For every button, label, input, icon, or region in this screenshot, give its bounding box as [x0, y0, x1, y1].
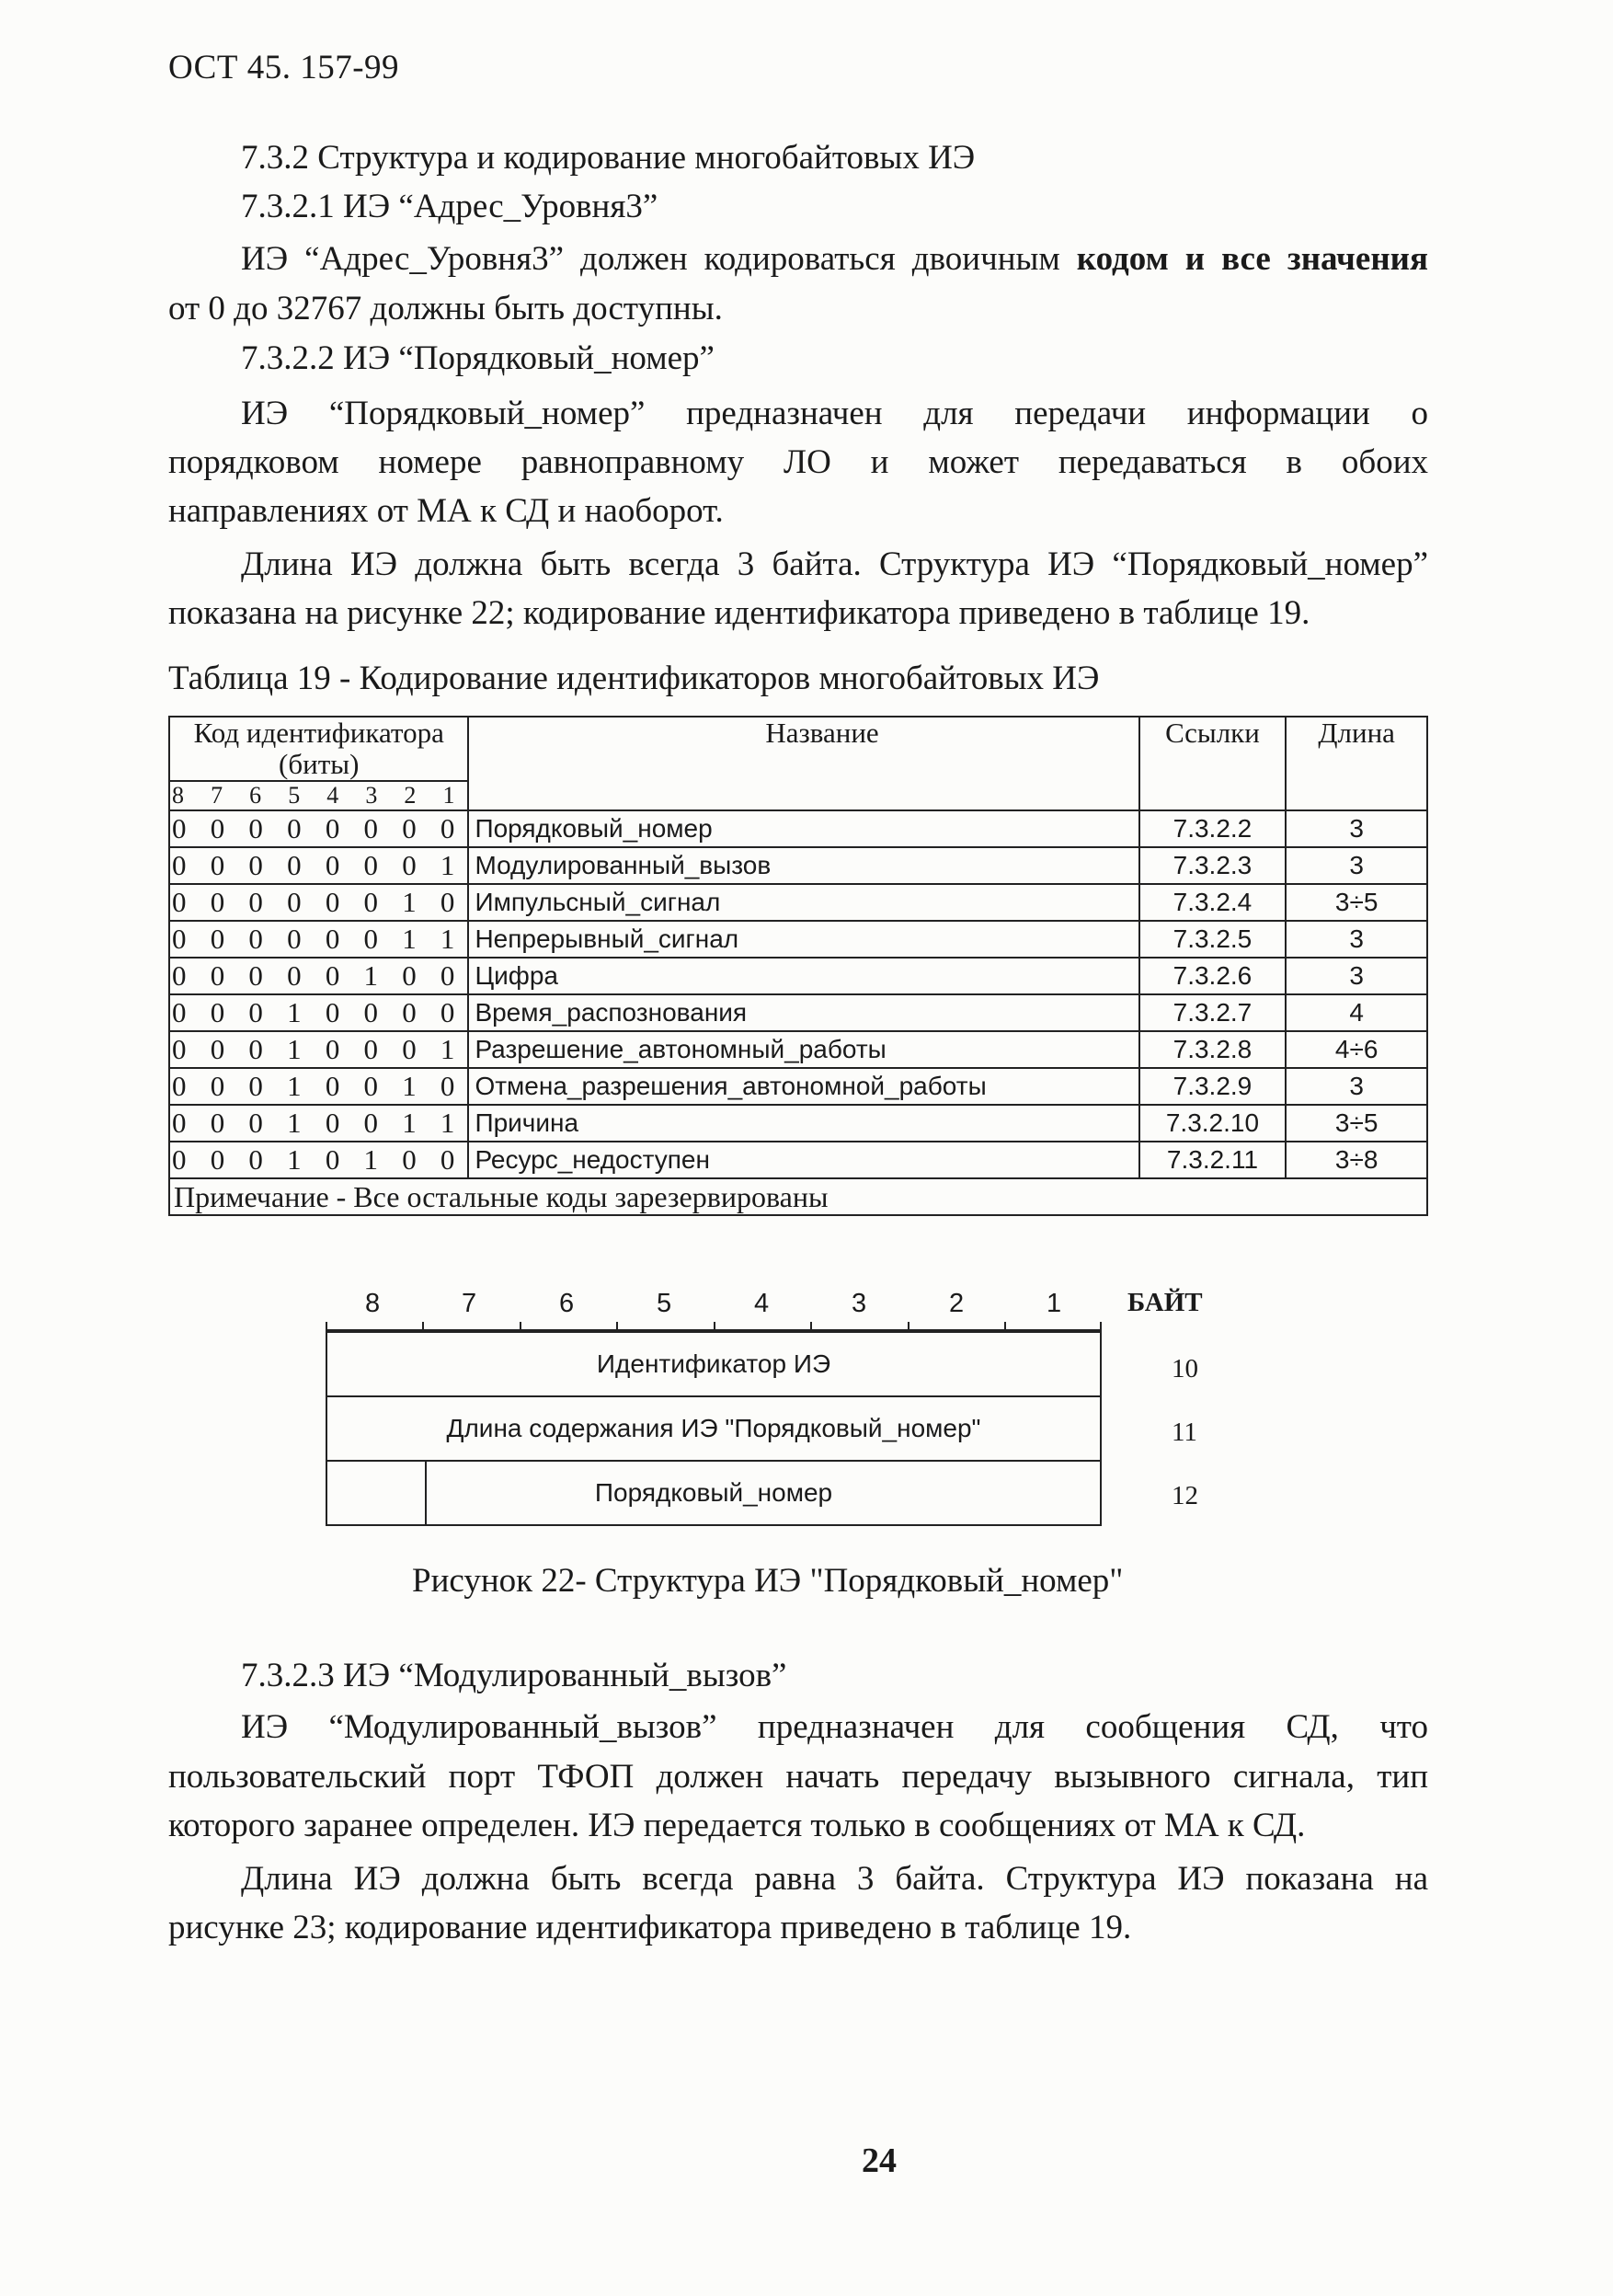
figure-row-length: [326, 1397, 1102, 1462]
code-bits-cell: [169, 1142, 468, 1178]
ref-cell: 7.3.2.11: [1139, 1142, 1287, 1178]
table-row: [169, 921, 1427, 958]
code-bit: 1: [363, 959, 379, 992]
figure-row-divider: [425, 1462, 427, 1524]
figure-bit-label: 1: [1047, 1289, 1062, 1318]
bit-number: 2: [404, 782, 417, 809]
section-7-3-2-2-title: 7.3.2.2 ИЭ “Порядковый_номер”: [241, 339, 715, 377]
code-bit: 0: [325, 1070, 340, 1102]
code-bit: 0: [210, 849, 225, 881]
len-cell: 3: [1286, 847, 1427, 884]
code-bit: 1: [402, 886, 417, 918]
code-bit: 0: [248, 812, 263, 844]
document-code-header: ОСТ 45. 157-99: [168, 49, 400, 86]
code-bit: 0: [248, 959, 263, 992]
len-cell: 3÷8: [1286, 1142, 1427, 1178]
code-bit: 1: [287, 996, 302, 1028]
code-bit: 0: [210, 1070, 225, 1102]
figure-byte-number: 10: [1172, 1354, 1198, 1383]
table-row: [169, 1142, 1427, 1178]
paragraph-line: Длина ИЭ должна быть всегда 3 байта. Структура ИЭ “Порядковый_номер”: [241, 545, 1428, 583]
code-bit: 0: [248, 849, 263, 881]
table-row: [169, 847, 1427, 884]
ref-cell: 7.3.2.3: [1139, 847, 1287, 884]
code-bit: 0: [440, 1070, 455, 1102]
len-cell: 3÷5: [1286, 1105, 1427, 1142]
code-bit: 0: [440, 812, 455, 844]
code-bit: 1: [402, 1070, 417, 1102]
code-bits-cell: [169, 884, 468, 921]
code-bit: 1: [287, 1143, 302, 1176]
figure-byte-number: 11: [1172, 1418, 1197, 1447]
col-header-code: [169, 717, 468, 781]
code-bit: 0: [287, 959, 302, 992]
ref-cell: 7.3.2.5: [1139, 921, 1287, 958]
code-bit: 0: [210, 1143, 225, 1176]
code-bits-cell: [169, 1031, 468, 1068]
paragraph-line: направлениях от МА к СД и наоборот.: [168, 492, 724, 530]
figure-byte-header: БАЙТ: [1127, 1288, 1203, 1317]
code-bit: 0: [172, 849, 187, 881]
section-7-3-2-3-title: 7.3.2.3 ИЭ “Модулированный_вызов”: [241, 1657, 787, 1694]
figure-bit-label: 6: [559, 1289, 575, 1318]
len-cell: 3: [1286, 810, 1427, 847]
code-bit: 0: [210, 923, 225, 955]
col-header-code-title: Код идентификатора: [193, 717, 444, 749]
ref-cell: 7.3.2.6: [1139, 958, 1287, 994]
col-header-ref: Ссылки: [1139, 717, 1287, 810]
code-bit: 0: [325, 1107, 340, 1139]
code-bit: 1: [363, 1143, 379, 1176]
code-bit: 0: [287, 812, 302, 844]
bit-number: 5: [288, 782, 301, 809]
figure-bit-scale: [326, 1289, 1102, 1331]
code-bits-cell: [169, 994, 468, 1031]
figure-bit-label: 3: [852, 1289, 867, 1318]
code-bit: 1: [440, 1033, 455, 1065]
code-bits-cell: [169, 810, 468, 847]
code-bit: 0: [363, 1070, 379, 1102]
code-bit: 0: [325, 1033, 340, 1065]
code-bits-cell: [169, 1068, 468, 1105]
code-bit: 0: [248, 996, 263, 1028]
figure-22-caption: Рисунок 22- Структура ИЭ "Порядковый_номер": [412, 1562, 1124, 1600]
paragraph-line: Длина ИЭ должна быть всегда равна 3 байта. Структура ИЭ показана на: [241, 1860, 1428, 1898]
code-bits-cell: [169, 958, 468, 994]
code-bit: 0: [402, 812, 417, 844]
name-cell: Порядковый_номер: [468, 810, 1138, 847]
code-bit: 0: [248, 886, 263, 918]
col-header-code-subtitle: (биты): [279, 748, 360, 780]
table-row: [169, 958, 1427, 994]
code-bit: 0: [363, 1033, 379, 1065]
code-bit: 1: [440, 849, 455, 881]
code-bit: 1: [440, 1107, 455, 1139]
code-bit: 0: [172, 812, 187, 844]
figure-bit-label: 8: [365, 1289, 381, 1318]
code-bit: 0: [287, 849, 302, 881]
code-bit: 1: [287, 1070, 302, 1102]
paragraph-line: которого заранее определен. ИЭ передается только в сообщениях от МА к СД.: [168, 1807, 1306, 1844]
bit-number: 4: [326, 782, 339, 809]
ref-cell: 7.3.2.2: [1139, 810, 1287, 847]
table-19: [168, 716, 1428, 1216]
table-row: [169, 994, 1427, 1031]
code-bit: 0: [440, 996, 455, 1028]
body-text-bold: кодом и все значения: [1076, 240, 1428, 278]
code-bit: 0: [402, 849, 417, 881]
bit-number: 7: [211, 782, 223, 809]
code-bit: 0: [172, 996, 187, 1028]
code-bit: 0: [325, 886, 340, 918]
code-bit: 0: [402, 996, 417, 1028]
paragraph-line: ИЭ “Порядковый_номер” предназначен для передачи информации о: [241, 395, 1428, 432]
ref-cell: 7.3.2.8: [1139, 1031, 1287, 1068]
table-row: [169, 884, 1427, 921]
code-bit: 0: [287, 923, 302, 955]
code-bit: 0: [325, 849, 340, 881]
code-bit: 0: [172, 1033, 187, 1065]
code-bit: 0: [363, 812, 379, 844]
section-7-3-2-1-body-line2: от 0 до 32767 должны быть доступны.: [168, 290, 723, 327]
bit-number: 1: [442, 782, 455, 809]
code-bit: 0: [172, 886, 187, 918]
bit-number: 6: [249, 782, 262, 809]
code-bit: 0: [363, 849, 379, 881]
ref-cell: 7.3.2.7: [1139, 994, 1287, 1031]
code-bit: 0: [325, 996, 340, 1028]
ref-cell: 7.3.2.9: [1139, 1068, 1287, 1105]
section-7-3-2-1-body-line1: [168, 235, 1428, 283]
paragraph-line: рисунке 23; кодирование идентификатора приведено в таблице 19.: [168, 1909, 1132, 1946]
page-number: 24: [862, 2141, 897, 2180]
name-cell: Ресурс_недоступен: [468, 1142, 1138, 1178]
code-bit: 0: [363, 1107, 379, 1139]
code-bit: 0: [210, 1107, 225, 1139]
code-bit: 1: [287, 1107, 302, 1139]
len-cell: 4: [1286, 994, 1427, 1031]
code-bits-cell: [169, 1105, 468, 1142]
len-cell: 3: [1286, 1068, 1427, 1105]
figure-row-identifier: [326, 1331, 1102, 1397]
ref-cell: 7.3.2.4: [1139, 884, 1287, 921]
figure-22: [326, 1289, 1102, 1526]
table-19-caption: Таблица 19 - Кодирование идентификаторов многобайтовых ИЭ: [168, 660, 1100, 697]
bit-number: 3: [365, 782, 378, 809]
paragraph-line: показана на рисунке 22; кодирование идентификатора приведено в таблице 19.: [168, 594, 1310, 632]
table-note: Примечание - Все остальные коды зарезервированы: [169, 1178, 1427, 1215]
name-cell: Модулированный_вызов: [468, 847, 1138, 884]
code-bit: 0: [325, 923, 340, 955]
figure-bit-label: 5: [657, 1289, 672, 1318]
figure-byte-number: 12: [1172, 1481, 1198, 1510]
code-bit: 0: [440, 886, 455, 918]
name-cell: Отмена_разрешения_автономной_работы: [468, 1068, 1138, 1105]
figure-row-label: Порядковый_номер: [594, 1478, 833, 1507]
code-bit: 0: [402, 959, 417, 992]
table-row: [169, 1105, 1427, 1142]
code-bit: 0: [248, 1107, 263, 1139]
section-7-3-2-title: 7.3.2 Структура и кодирование многобайтовых ИЭ: [241, 139, 976, 177]
section-7-3-2-1-title: 7.3.2.1 ИЭ “Адрес_Уровня3”: [241, 188, 658, 225]
code-bit: 0: [172, 1070, 187, 1102]
paragraph-line: пользовательский порт ТФОП должен начать передачу вызывного сигнала, тип: [168, 1758, 1428, 1796]
code-bit: 0: [248, 923, 263, 955]
table-row: [169, 1031, 1427, 1068]
code-bit: 0: [172, 1143, 187, 1176]
code-bit: 0: [210, 996, 225, 1028]
code-bit: 0: [325, 812, 340, 844]
figure-bit-label: 7: [462, 1289, 477, 1318]
paragraph-line: порядковом номере равноправному ЛО и может передаваться в обоих: [168, 443, 1428, 481]
col-header-name: Название: [468, 717, 1138, 810]
body-text-plain: ИЭ “Адрес_Уровня3” должен кодироваться двоичным: [241, 240, 1060, 278]
code-bit: 0: [172, 923, 187, 955]
figure-bit-label: 4: [754, 1289, 770, 1318]
len-cell: 3: [1286, 958, 1427, 994]
code-bit: 0: [210, 959, 225, 992]
figure-bit-label: 2: [949, 1289, 965, 1318]
code-bit: 1: [402, 1107, 417, 1139]
code-bit: 0: [210, 886, 225, 918]
code-bit: 0: [172, 1107, 187, 1139]
code-bit: 1: [440, 923, 455, 955]
bit-number-row: [169, 781, 468, 810]
code-bit: 0: [210, 1033, 225, 1065]
code-bit: 1: [402, 923, 417, 955]
len-cell: 3÷5: [1286, 884, 1427, 921]
len-cell: 4÷6: [1286, 1031, 1427, 1068]
code-bit: 0: [210, 812, 225, 844]
figure-row-sequence-number: [326, 1462, 1102, 1526]
figure-row-label: Длина содержания ИЭ "Порядковый_номер": [446, 1414, 981, 1442]
code-bit: 0: [402, 1033, 417, 1065]
name-cell: Цифра: [468, 958, 1138, 994]
code-bit: 1: [287, 1033, 302, 1065]
code-bits-cell: [169, 847, 468, 884]
figure-row-label: Идентификатор ИЭ: [596, 1349, 831, 1378]
table-row: [169, 810, 1427, 847]
name-cell: Время_распознования: [468, 994, 1138, 1031]
name-cell: Причина: [468, 1105, 1138, 1142]
name-cell: Непрерывный_сигнал: [468, 921, 1138, 958]
table-row: [169, 1068, 1427, 1105]
code-bit: 0: [248, 1143, 263, 1176]
code-bit: 0: [172, 959, 187, 992]
code-bits-cell: [169, 921, 468, 958]
code-bit: 0: [363, 886, 379, 918]
code-bit: 0: [325, 959, 340, 992]
code-bit: 0: [402, 1143, 417, 1176]
code-bit: 0: [248, 1070, 263, 1102]
name-cell: Разрешение_автономный_работы: [468, 1031, 1138, 1068]
name-cell: Импульсный_сигнал: [468, 884, 1138, 921]
code-bit: 0: [363, 923, 379, 955]
code-bit: 0: [440, 1143, 455, 1176]
code-bit: 0: [325, 1143, 340, 1176]
col-header-len: Длина: [1286, 717, 1427, 810]
code-bit: 0: [363, 996, 379, 1028]
code-bit: 0: [248, 1033, 263, 1065]
paragraph-line: ИЭ “Модулированный_вызов” предназначен для сообщения СД, что: [241, 1708, 1428, 1746]
ref-cell: 7.3.2.10: [1139, 1105, 1287, 1142]
code-bit: 0: [287, 886, 302, 918]
code-bit: 0: [440, 959, 455, 992]
bit-number: 8: [172, 782, 184, 809]
len-cell: 3: [1286, 921, 1427, 958]
